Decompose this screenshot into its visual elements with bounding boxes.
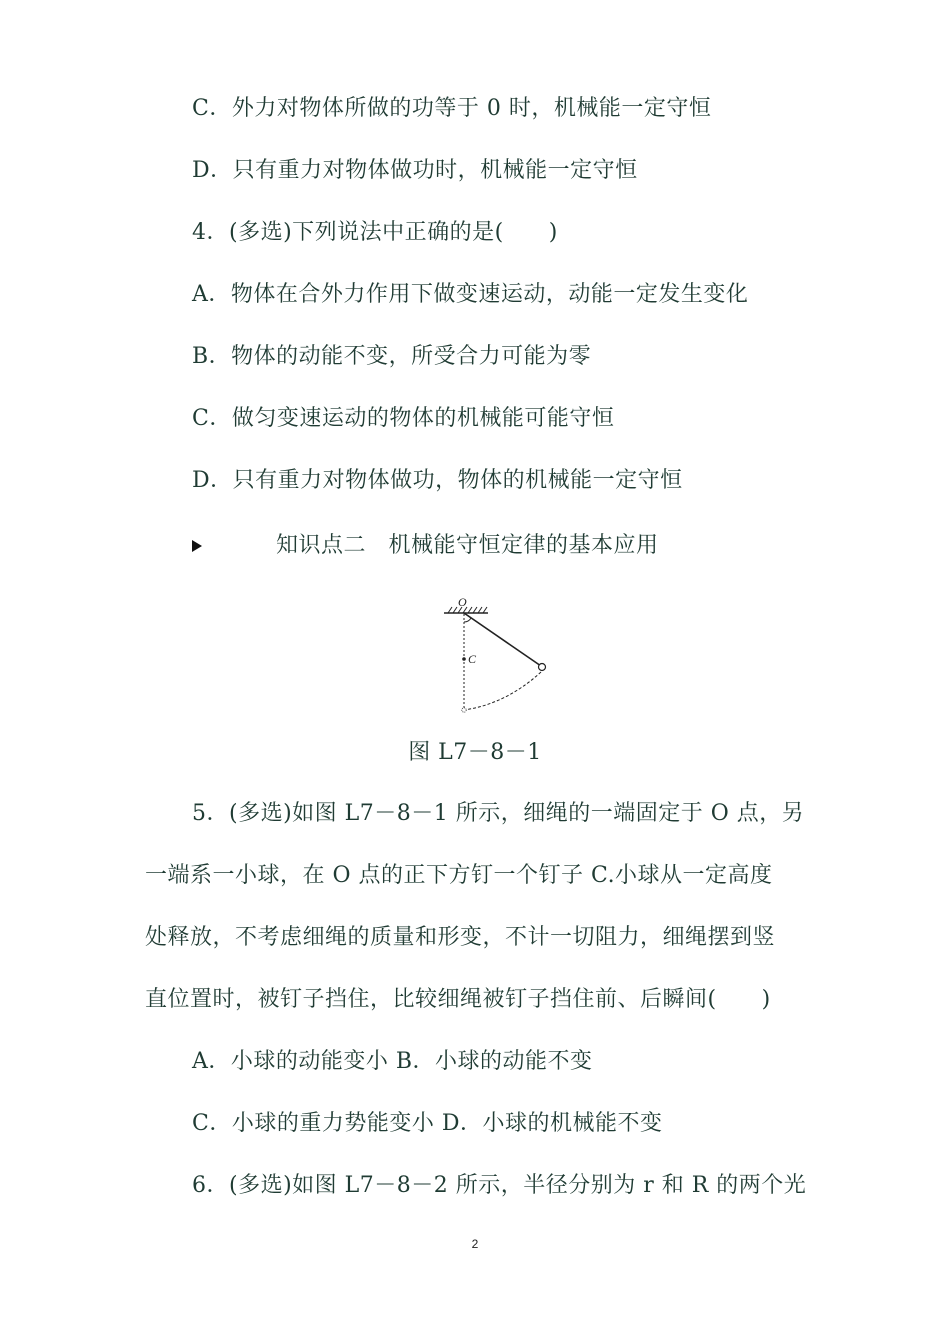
question-5-line-4: 直位置时，被钉子挡住，比较细绳被钉子挡住前、后瞬间( ) (145, 987, 771, 1012)
triangle-bullet-icon (192, 540, 202, 552)
question-4: 4．(多选)下列说法中正确的是( ) (192, 220, 558, 245)
bottom-position-mark (462, 708, 466, 712)
question-6-line-1: 6．(多选)如图 L7－8－2 所示，半径分别为 r 和 R 的两个光 (192, 1173, 807, 1198)
nail-c (462, 657, 466, 661)
option-5ab: A．小球的动能变小 B．小球的动能不变 (192, 1049, 593, 1074)
angle-arc (464, 618, 471, 622)
label-c: C (468, 652, 477, 666)
question-5-line-2: 一端系一小球，在 O 点的正下方钉一个钉子 C.小球从一定高度 (145, 863, 773, 888)
option-3d: D．只有重力对物体做功时，机械能一定守恒 (192, 158, 638, 183)
question-5-line-3: 处释放，不考虑细绳的质量和形变，不计一切阻力，细绳摆到竖 (145, 925, 776, 950)
option-4c: C．做匀变速运动的物体的机械能可能守恒 (192, 406, 615, 431)
option-4a: A．物体在合外力作用下做变速运动，动能一定发生变化 (192, 282, 749, 307)
section-heading (192, 531, 792, 561)
label-o: O (458, 595, 467, 609)
option-5cd: C．小球的重力势能变小 D．小球的机械能不变 (192, 1111, 663, 1136)
page-number: 2 (471, 1237, 479, 1251)
option-4b: B．物体的动能不变，所受合力可能为零 (192, 344, 592, 369)
ceiling-hatching (448, 607, 487, 613)
option-4d: D．只有重力对物体做功，物体的机械能一定守恒 (192, 468, 683, 493)
swing-arc (464, 672, 541, 710)
figure-caption: 图 L7－8－1 (408, 740, 542, 765)
option-3c: C．外力对物体所做的功等于 0 时，机械能一定守恒 (192, 96, 712, 121)
pendulum-figure (440, 592, 560, 720)
question-5-line-1: 5．(多选)如图 L7－8－1 所示，细绳的一端固定于 O 点，另 (192, 801, 805, 826)
section-title: 知识点二 机械能守恒定律的基本应用 (276, 533, 659, 558)
pendulum-ball (539, 664, 546, 671)
